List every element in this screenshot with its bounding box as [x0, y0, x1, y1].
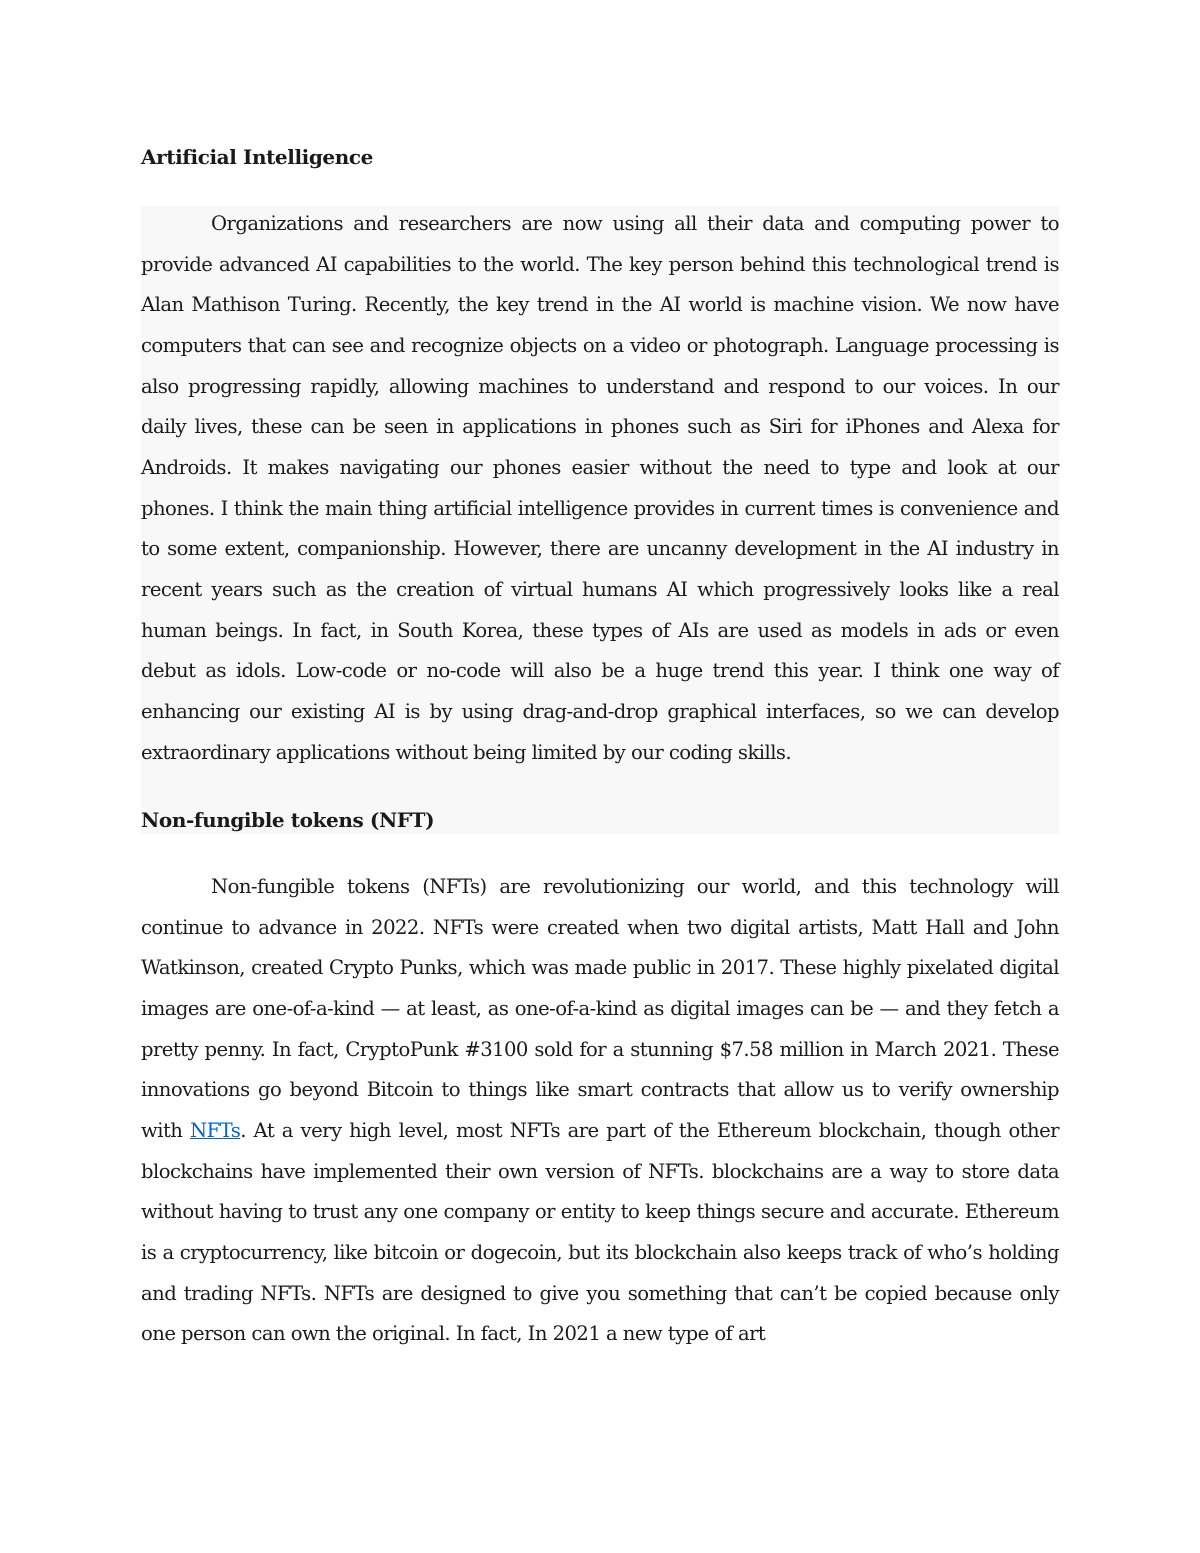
section-heading-nft: Non-fungible tokens (NFT) — [141, 808, 435, 832]
section-paragraph-nft — [141, 867, 1059, 1355]
nfts-link[interactable]: NFTs — [189, 1118, 241, 1142]
section-heading-ai: Artificial Intelligence — [141, 145, 373, 169]
section-paragraph-ai: Organizations and researchers are now using all their data and computing power to provide advanced AI capabilities to the world. The key person behind this technological trend is Alan Mathison Turing. Recently, the key trend in the AI world is machine vision. We now have computers that can see and recognize objects on a video or photograph. Language processing is also progressing rapidly, allowing machines to understand and respond to our voices. In our daily lives, these can be seen in applications in phones such as Siri for iPhones and Alexa for Androids. It makes navigating our phones easier without the need to type and look at our phones. I think the main thing artificial intelligence provides in current times is convenience and to some extent, companionship. However, there are uncanny development in the AI industry in recent years such as the creation of virtual humans AI which progressively looks like a real human beings. In fact, in South Korea, these types of AIs are used as models in ads or even debut as idols. Low-code or no-code will also be a huge trend this year. I think one way of enhancing our existing AI is by using drag-and-drop graphical interfaces, so we can develop extraordinary applications without being limited by our coding skills. — [141, 212, 1059, 764]
nft-paragraph-text-after-link: . At a very high level, most NFTs are part of the Ethereum blockchain, though other blockchains have implemented their own version of NFTs. blockchains are a way to store data without having to trust any one company or entity to keep things secure and accurate. Ethereum is a cryptocurrency, like bitcoin or dogecoin, but its blockchain also keeps track of who’s holding and trading NFTs. NFTs are designed to give you something that can’t be copied because only one person can own the original. In fact, In 2021 a new type of art — [141, 1118, 1059, 1346]
nft-paragraph-text-before-link: Non-fungible tokens (NFTs) are revolutionizing our world, and this technology will continue to advance in 2022. NFTs were created when two digital artists, Matt Hall and John Watkinson, created Crypto Punks, which was made public in 2017. These highly pixelated digital images are one-of-a-kind — at least, as one-of-a-kind as digital images can be — and they fetch a pretty penny. In fact, CryptoPunk #3100 sold for a stunning $7.58 million in March 2021. These innovations go beyond Bitcoin to things like smart contracts that allow us to verify ownership with — [141, 875, 1059, 1142]
